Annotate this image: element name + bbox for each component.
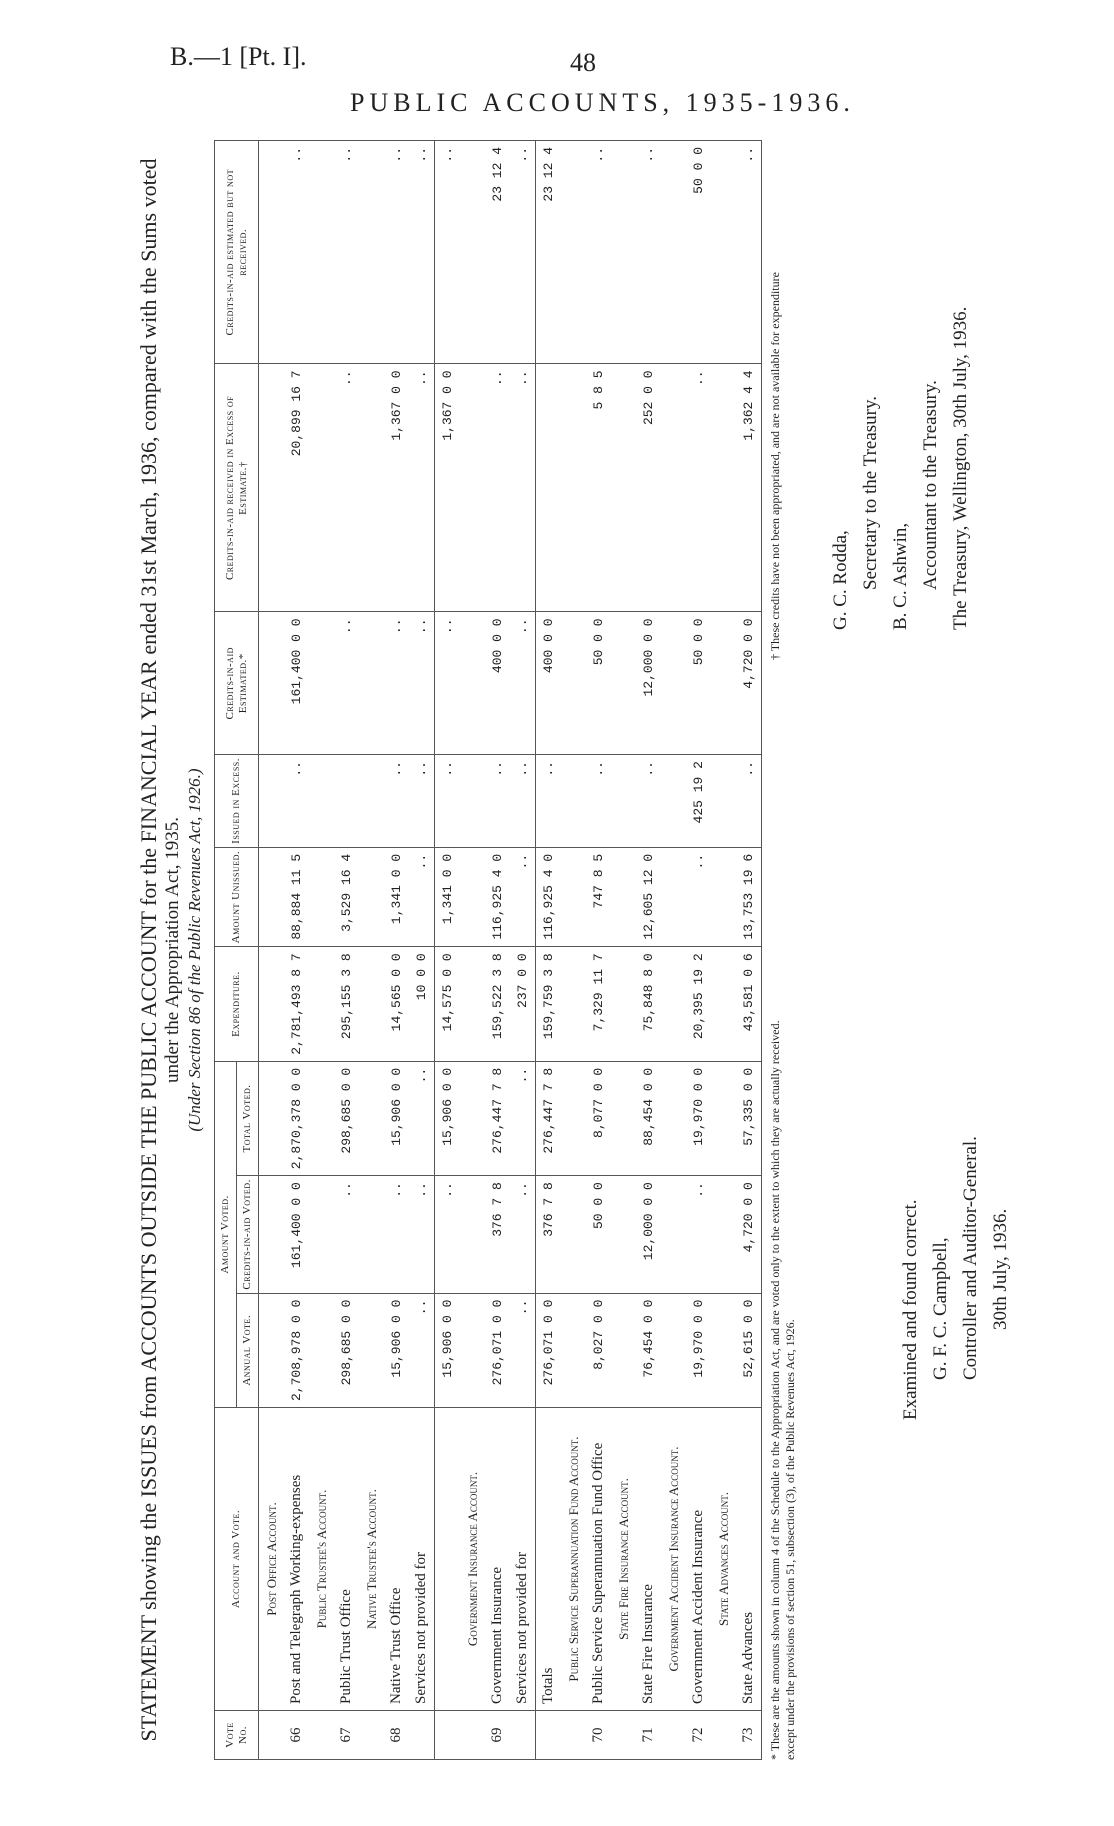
empty-cell: [359, 364, 384, 612]
amount-c-est: 4,720 0 0: [736, 612, 762, 755]
account-group-heading: Government Insurance Account.: [460, 1408, 485, 1711]
vote-number: 70: [586, 1711, 611, 1760]
empty-cell: [611, 847, 636, 947]
vote-number: 72: [686, 1711, 711, 1760]
empty-cell: [711, 364, 736, 612]
amount-credits: 376 7 8: [536, 1176, 562, 1293]
empty-cell: [259, 364, 285, 612]
col-annual-vote: Annual Vote.: [237, 1293, 259, 1407]
vote-number: 67: [334, 1711, 359, 1760]
account-name: Totals: [536, 1408, 562, 1711]
table-row: [409, 141, 435, 1760]
vote-cell: [359, 1711, 384, 1760]
auditor-title: Controller and Auditor-General.: [960, 1136, 981, 1380]
amount-c-est: 400 0 0: [536, 612, 562, 755]
amount-c-est: ..: [334, 612, 359, 755]
account-name: Government Accident Insurance: [686, 1408, 711, 1711]
empty-cell: [561, 364, 586, 612]
empty-cell: [359, 1176, 384, 1293]
empty-cell: [611, 364, 636, 612]
amount-c-not: ..: [435, 141, 461, 364]
account-group-heading: State Advances Account.: [711, 1408, 736, 1711]
table-row: [686, 141, 711, 1760]
amount-unissued: 116,925 4 0: [485, 847, 510, 947]
empty-cell: [661, 1293, 686, 1407]
empty-cell: [611, 1176, 636, 1293]
empty-cell: [711, 1293, 736, 1407]
account-group-heading: Public Trustee's Account.: [309, 1408, 334, 1711]
table-body: [259, 141, 762, 1760]
rotated-statement: [136, 140, 1076, 1760]
account-group-row: [359, 141, 384, 1760]
amount-annual: ..: [409, 1293, 435, 1407]
amount-expenditure: 159,759 3 8: [536, 947, 562, 1061]
amount-annual: 276,071 0 0: [536, 1293, 562, 1407]
empty-cell: [460, 141, 485, 364]
empty-cell: [561, 1176, 586, 1293]
table-row: [384, 141, 409, 1760]
table-row: [736, 141, 762, 1760]
col-account: Account and Vote.: [215, 1408, 259, 1711]
empty-cell: [561, 947, 586, 1061]
empty-cell: [359, 755, 384, 848]
empty-cell: [611, 1293, 636, 1407]
amount-credits: ..: [686, 1176, 711, 1293]
amount-expenditure: 159,522 3 8: [485, 947, 510, 1061]
vote-cell: [711, 1711, 736, 1760]
amount-annual: 19,970 0 0: [686, 1293, 711, 1407]
account-group-heading: Public Service Superannuation Fund Account.: [561, 1408, 586, 1711]
vote-number: 69: [485, 1711, 510, 1760]
amount-c-rec: [536, 364, 562, 612]
vote-number: 71: [636, 1711, 661, 1760]
account-group-heading: Post Office Account.: [259, 1408, 285, 1711]
empty-cell: [561, 755, 586, 848]
account-group-heading: Government Accident Insurance Account.: [661, 1408, 686, 1711]
amount-excess: ..: [384, 755, 409, 848]
empty-cell: [259, 755, 285, 848]
amount-c-rec: 1,367 0 0: [435, 364, 461, 612]
empty-cell: [309, 612, 334, 755]
amount-expenditure: 10 0 0: [409, 947, 435, 1061]
account-group-row: [309, 141, 334, 1760]
account-name: Services not provided for: [409, 1408, 435, 1711]
amount-total: 57,335 0 0: [736, 1061, 762, 1175]
statement-title: STATEMENT showing the ISSUES from ACCOUNTS OUTSIDE THE PUBLIC ACCOUNT for the FINANCIAL YEAR ended 31st March, 1936, compared with the Sums voted: [136, 158, 161, 1742]
empty-cell: [711, 612, 736, 755]
table-row: [636, 141, 661, 1760]
empty-cell: [259, 1293, 285, 1407]
empty-cell: [259, 1061, 285, 1175]
account-group-row: [460, 141, 485, 1760]
empty-cell: [711, 755, 736, 848]
empty-cell: [661, 755, 686, 848]
empty-cell: [460, 1061, 485, 1175]
empty-cell: [460, 612, 485, 755]
amount-total: 298,685 0 0: [334, 1061, 359, 1175]
amount-annual: 276,071 0 0: [485, 1293, 510, 1407]
amount-c-est: ..: [510, 612, 536, 755]
account-name: [435, 1408, 461, 1711]
amount-c-est: ..: [384, 612, 409, 755]
auditor-signature-block: [896, 1136, 1016, 1420]
treasury-place-date: The Treasury, Wellington, 30th July, 1936.: [950, 306, 971, 630]
amount-unissued: 1,341 0 0: [435, 847, 461, 947]
account-group-row: [561, 141, 586, 1760]
table-row: [586, 141, 611, 1760]
account-name: Services not provided for: [510, 1408, 536, 1711]
empty-cell: [309, 947, 334, 1061]
empty-cell: [661, 364, 686, 612]
amount-c-not: ..: [510, 141, 536, 364]
amount-c-rec: 1,362 4 4: [736, 364, 762, 612]
auditor-name: G. F. C. Campbell,: [930, 1237, 951, 1380]
empty-cell: [309, 755, 334, 848]
amount-c-rec: ..: [686, 364, 711, 612]
amount-annual: 52,615 0 0: [736, 1293, 762, 1407]
amount-expenditure: 2,781,493 8 7: [284, 947, 309, 1061]
amount-c-rec: 20,899 16 7: [284, 364, 309, 612]
account-name: Public Trust Office: [334, 1408, 359, 1711]
amount-credits: 12,000 0 0: [636, 1176, 661, 1293]
empty-cell: [711, 1061, 736, 1175]
amount-expenditure: 7,329 11 7: [586, 947, 611, 1061]
empty-cell: [460, 1176, 485, 1293]
amount-expenditure: 43,581 0 6: [736, 947, 762, 1061]
amount-c-est: ..: [409, 612, 435, 755]
account-group-heading: Native Trustee's Account.: [359, 1408, 384, 1711]
empty-cell: [359, 947, 384, 1061]
amount-c-rec: 252 0 0: [636, 364, 661, 612]
empty-cell: [259, 612, 285, 755]
col-expenditure: Expenditure.: [215, 947, 259, 1061]
empty-cell: [359, 141, 384, 364]
amount-total: 8,077 0 0: [586, 1061, 611, 1175]
account-group-row: [661, 141, 686, 1760]
table-row: [485, 141, 510, 1760]
amount-c-not: ..: [636, 141, 661, 364]
vote-number: 73: [736, 1711, 762, 1760]
amount-total: 276,447 7 8: [485, 1061, 510, 1175]
amount-excess: ..: [736, 755, 762, 848]
empty-cell: [661, 847, 686, 947]
amount-expenditure: 75,848 8 0: [636, 947, 661, 1061]
account-name: Public Service Superannuation Fund Office: [586, 1408, 611, 1711]
vote-cell: [611, 1711, 636, 1760]
amount-annual: 15,906 0 0: [435, 1293, 461, 1407]
amount-excess: ..: [409, 755, 435, 848]
amount-credits: ..: [334, 1176, 359, 1293]
statement-authority: (Under Section 86 of the Public Revenues Act, 1926.): [185, 768, 204, 1132]
secretary-title: Secretary to the Treasury.: [860, 396, 881, 590]
vote-number: 68: [384, 1711, 409, 1760]
amount-unissued: ..: [409, 847, 435, 947]
empty-cell: [711, 947, 736, 1061]
amount-excess: ..: [586, 755, 611, 848]
amount-credits: 4,720 0 0: [736, 1176, 762, 1293]
empty-cell: [611, 755, 636, 848]
empty-cell: [711, 847, 736, 947]
account-name: Government Insurance: [485, 1408, 510, 1711]
empty-cell: [359, 847, 384, 947]
vote-cell: [309, 1711, 334, 1760]
col-credits-received: Credits-in-aid received in Excess of Estimate.†: [215, 364, 259, 612]
empty-cell: [460, 1293, 485, 1407]
amount-c-est: 400 0 0: [485, 612, 510, 755]
account-name: State Fire Insurance: [636, 1408, 661, 1711]
empty-cell: [611, 612, 636, 755]
vote-cell: [561, 1711, 586, 1760]
amount-c-not: 50 0 0: [686, 141, 711, 364]
treasury-signature-block: [826, 307, 976, 630]
amount-c-est: ..: [435, 612, 461, 755]
empty-cell: [259, 1176, 285, 1293]
empty-cell: [611, 141, 636, 364]
col-vote-no: Vote No.: [215, 1711, 259, 1760]
empty-cell: [561, 1061, 586, 1175]
vote-number: [435, 1711, 461, 1760]
amount-credits: ..: [409, 1176, 435, 1293]
amount-excess: ..: [435, 755, 461, 848]
empty-cell: [309, 1061, 334, 1175]
amount-c-est: 50 0 0: [586, 612, 611, 755]
vote-cell: [259, 1711, 285, 1760]
amount-unissued: 116,925 4 0: [536, 847, 562, 947]
empty-cell: [661, 947, 686, 1061]
amount-total: 15,906 0 0: [435, 1061, 461, 1175]
col-amount-voted: Amount Voted.: [215, 1061, 237, 1407]
amount-annual: 2,708,978 0 0: [284, 1293, 309, 1407]
amount-unissued: 3,529 16 4: [334, 847, 359, 947]
empty-cell: [561, 141, 586, 364]
empty-cell: [309, 1293, 334, 1407]
vote-number: [409, 1711, 435, 1760]
vote-cell: [460, 1711, 485, 1760]
empty-cell: [661, 1061, 686, 1175]
amount-unissued: 13,753 19 6: [736, 847, 762, 947]
amount-expenditure: 237 0 0: [510, 947, 536, 1061]
amount-c-not: 23 12 4: [485, 141, 510, 364]
accountant-name: B. C. Ashwin,: [890, 522, 911, 630]
amount-total: ..: [510, 1061, 536, 1175]
amount-credits: ..: [435, 1176, 461, 1293]
col-credits-not-received: Credits-in-aid estimated but not received.: [215, 141, 259, 364]
amount-annual: 8,027 0 0: [586, 1293, 611, 1407]
empty-cell: [661, 141, 686, 364]
col-unissued: Amount Unissued.: [215, 847, 259, 947]
amount-c-rec: 5 8 5: [586, 364, 611, 612]
account-name: State Advances: [736, 1408, 762, 1711]
account-group-row: [259, 141, 285, 1760]
accountant-title: Accountant to the Treasury.: [920, 380, 941, 590]
empty-cell: [711, 1176, 736, 1293]
amount-excess: ..: [284, 755, 309, 848]
amount-c-rec: ..: [409, 364, 435, 612]
amount-c-not: ..: [736, 141, 762, 364]
amount-unissued: 12,605 12 0: [636, 847, 661, 947]
amount-total: 276,447 7 8: [536, 1061, 562, 1175]
vote-number: [510, 1711, 536, 1760]
account-group-row: [711, 141, 736, 1760]
empty-cell: [611, 947, 636, 1061]
amount-excess: ..: [485, 755, 510, 848]
amount-c-rec: ..: [334, 364, 359, 612]
col-credits-voted: Credits-in-aid Voted.: [237, 1176, 259, 1293]
vote-number: 66: [284, 1711, 309, 1760]
amount-unissued: ..: [686, 847, 711, 947]
empty-cell: [460, 755, 485, 848]
amount-c-est: 161,400 0 0: [284, 612, 309, 755]
amount-c-rec: ..: [485, 364, 510, 612]
empty-cell: [259, 847, 285, 947]
examined-line: Examined and found correct.: [900, 1199, 921, 1420]
totals-row: [435, 141, 461, 1760]
amount-excess: 425 19 2: [686, 755, 711, 848]
amount-credits: 50 0 0: [586, 1176, 611, 1293]
secretary-name: G. C. Rodda,: [830, 530, 851, 630]
amount-annual: 15,906 0 0: [384, 1293, 409, 1407]
table-row: [334, 141, 359, 1760]
empty-cell: [309, 364, 334, 612]
amount-expenditure: 14,575 0 0: [435, 947, 461, 1061]
amount-c-not: ..: [284, 141, 309, 364]
amount-excess: ..: [536, 755, 562, 848]
amount-c-not: ..: [334, 141, 359, 364]
document-reference: B.—1 [Pt. I].: [170, 42, 307, 71]
empty-cell: [460, 947, 485, 1061]
empty-cell: [561, 612, 586, 755]
empty-cell: [259, 141, 285, 364]
empty-cell: [309, 1176, 334, 1293]
amount-c-rec: 1,367 0 0: [384, 364, 409, 612]
vote-cell: [661, 1711, 686, 1760]
empty-cell: [359, 612, 384, 755]
empty-cell: [711, 141, 736, 364]
amount-total: 88,454 0 0: [636, 1061, 661, 1175]
totals-row: [536, 141, 562, 1760]
col-credits-estimated: Credits-in-aid Estimated.*: [215, 612, 259, 755]
empty-cell: [561, 847, 586, 947]
amount-credits: 376 7 8: [485, 1176, 510, 1293]
amount-annual: 298,685 0 0: [334, 1293, 359, 1407]
amount-c-not: ..: [586, 141, 611, 364]
empty-cell: [460, 364, 485, 612]
empty-cell: [460, 847, 485, 947]
account-group-heading: State Fire Insurance Account.: [611, 1408, 636, 1711]
footnote-star: * These are the amounts shown in column 4 of the Schedule to the Appropriation Act, and are voted only to the extent to which they are actually received.: [768, 1020, 782, 1760]
amount-excess: [334, 755, 359, 848]
col-total-voted: Total Voted.: [237, 1061, 259, 1175]
amount-c-not: 23 12 4: [536, 141, 562, 364]
empty-cell: [259, 947, 285, 1061]
amount-unissued: 747 8 5: [586, 847, 611, 947]
amount-credits: 161,400 0 0: [284, 1176, 309, 1293]
vote-number: [536, 1711, 562, 1760]
table-row: [510, 141, 536, 1760]
empty-cell: [661, 612, 686, 755]
footnote-dagger: † These credits have not been appropriated, and are not available for expenditure: [768, 272, 782, 660]
amount-unissued: ..: [510, 847, 536, 947]
amount-unissued: 88,884 11 5: [284, 847, 309, 947]
amount-total: 15,906 0 0: [384, 1061, 409, 1175]
empty-cell: [611, 1061, 636, 1175]
amount-annual: ..: [510, 1293, 536, 1407]
amount-expenditure: 295,155 3 8: [334, 947, 359, 1061]
amount-c-rec: ..: [510, 364, 536, 612]
col-excess: Issued in Excess.: [215, 755, 259, 848]
amount-expenditure: 14,565 0 0: [384, 947, 409, 1061]
statement-table: [214, 140, 762, 1760]
account-name: Native Trust Office: [384, 1408, 409, 1711]
auditor-date: 30th July, 1936.: [990, 1208, 1011, 1330]
account-group-row: [611, 141, 636, 1760]
empty-cell: [309, 847, 334, 947]
empty-cell: [661, 1176, 686, 1293]
amount-c-not: ..: [409, 141, 435, 364]
page-number: 48: [570, 48, 596, 77]
amount-c-est: 50 0 0: [686, 612, 711, 755]
amount-total: ..: [409, 1061, 435, 1175]
amount-total: 19,970 0 0: [686, 1061, 711, 1175]
amount-credits: ..: [384, 1176, 409, 1293]
amount-annual: 76,454 0 0: [636, 1293, 661, 1407]
empty-cell: [309, 141, 334, 364]
amount-credits: ..: [510, 1176, 536, 1293]
empty-cell: [359, 1293, 384, 1407]
amount-c-est: 12,000 0 0: [636, 612, 661, 755]
amount-total: 2,870,378 0 0: [284, 1061, 309, 1175]
amount-excess: ..: [636, 755, 661, 848]
empty-cell: [561, 1293, 586, 1407]
amount-unissued: 1,341 0 0: [384, 847, 409, 947]
amount-expenditure: 20,395 19 2: [686, 947, 711, 1061]
footnote-star-continued: except under the provisions of section 51, subsection (3), of the Public Revenues Act, 1926.: [783, 1319, 797, 1760]
amount-excess: ..: [510, 755, 536, 848]
statement-subtitle: under the Appropriation Act, 1935.: [162, 817, 183, 1083]
table-row: [284, 141, 309, 1760]
running-title: PUBLIC ACCOUNTS, 1935-1936.: [350, 88, 855, 117]
empty-cell: [359, 1061, 384, 1175]
account-name: Post and Telegraph Working-expenses: [284, 1408, 309, 1711]
amount-c-not: ..: [384, 141, 409, 364]
